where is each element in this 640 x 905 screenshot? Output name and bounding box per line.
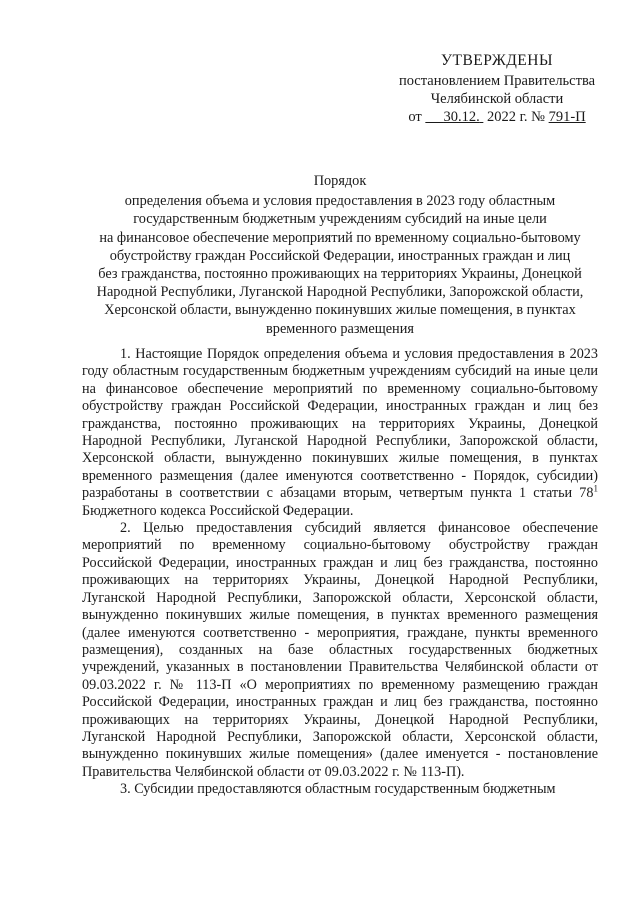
- paragraph-2: 2. Целью предоставления субсидий является финансовое обеспечение мероприятий по временному социально-бытовому обустройству граждан Российской Федерации, иностранных граждан и лиц без гражданства, постоянно проживающих на территориях Украины, Донецкой Народной Республики, Луганской Народной Республики, Запорожской области, Херсонской области, вынужденно покинувших жилые помещения, в пунктах временного размещения (далее именуются соответственно - мероприятия, граждане, пункты временного размещения), созданных на базе областных государственных бюджетных учреждений, указанных в постановлении Правительства Челябинской области от 09.03.2022 г. № 113-П «О мероприятиях по временному размещению граждан Российской Федерации, иностранных граждан и лиц без гражданства, постоянно проживающих на территориях Украины, Донецкой Народной Республики, Луганской Народной Республики, Запорожской области, Херсонской области, вынужденно покинувших жилые помещения» (далее именуется - постановление Правительства Челябинской области от 09.03.2022 г. № 113-П).: [82, 520, 598, 780]
- title-line: государственным бюджетным учреждениям субсидий на иные цели: [133, 211, 547, 228]
- document-title-block: [80, 172, 600, 338]
- title-line: временного размещения: [266, 320, 414, 337]
- approval-date: 30.12.: [443, 109, 480, 125]
- approval-number: 791-П: [548, 109, 586, 125]
- approval-heading: УТВЕРЖДЕНЫ: [441, 52, 553, 69]
- approval-stamp-block: [372, 52, 622, 126]
- footnote-superscript: 1: [593, 483, 598, 494]
- approval-date-line: [372, 108, 622, 126]
- title-line: без гражданства, постоянно проживающих на территориях Украины, Донецкой: [98, 266, 582, 283]
- document-body: [82, 346, 598, 799]
- approval-year-number-label: 2022 г. №: [486, 109, 545, 125]
- paragraph-3: 3. Субсидии предоставляются областным государственным бюджетным: [120, 781, 556, 798]
- title-line: на финансовое обеспечение мероприятий по временному социально-бытовому: [99, 229, 581, 246]
- document-title: Порядок: [313, 173, 367, 189]
- title-line: обустройству граждан Российской Федерации, иностранных граждан и лиц: [109, 247, 571, 264]
- title-line: определения объема и условия предоставления в 2023 году областным: [124, 193, 556, 210]
- title-line: Народной Республики, Луганской Народной Республики, Запорожской области,: [96, 284, 584, 301]
- approval-date-prefix: от: [408, 109, 422, 125]
- approval-line-region: Челябинской области: [430, 91, 564, 107]
- paragraph-1: 1. Настоящие Порядок определения объема и условия предоставления в 2023 году областным государственным бюджетным учреждениям субсидий на иные цели на финансовое обеспечение мероприятий по временному социально-бытовому обустройству граждан Российской Федерации, иностранных граждан и лиц без гражданства, постоянно проживающих на территориях Украины, Донецкой Народной Республики, Луганской Народной Республики, Запорожской области, Херсонской области, вынужденно покинувших жилые помещения, в пунктах временного размещения (далее именуются соответственно - Порядок, субсидии) разработаны в соответствии с абзацами вторым, четвертым пункта 1 статьи $78^1$ Бюджетного кодекса Российской Федерации.: [82, 346, 598, 519]
- approval-line-government: постановлением Правительства: [398, 73, 596, 89]
- title-line: Херсонской области, вынужденно покинувших жилые помещения, в пунктах: [104, 302, 576, 319]
